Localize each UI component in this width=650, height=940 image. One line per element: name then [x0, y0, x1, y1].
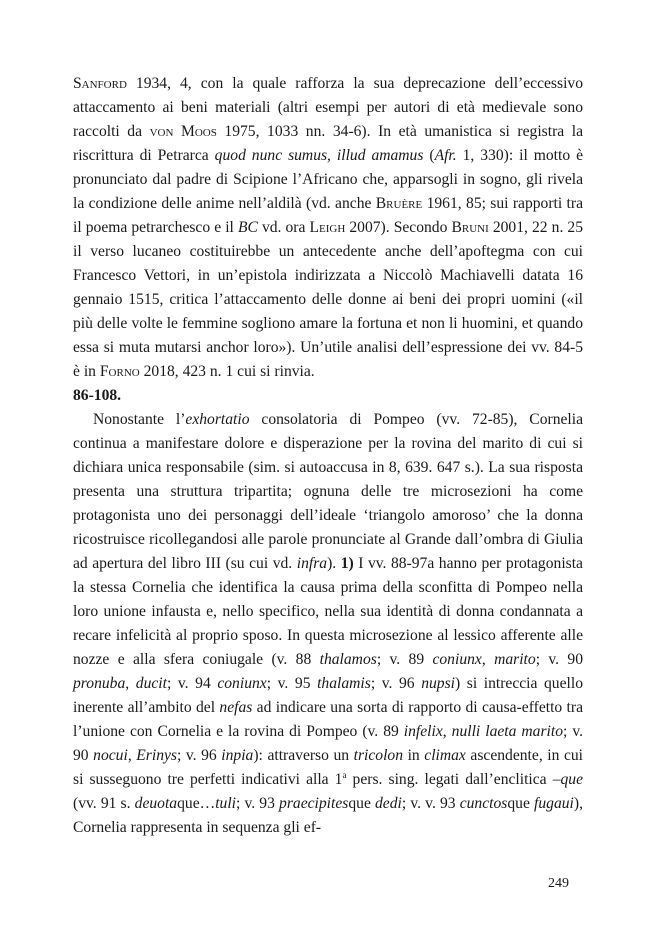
text-span: ; v. 89 — [376, 651, 433, 668]
author-name: Sanford — [73, 75, 127, 92]
text-span: 2007). Secondo — [345, 219, 452, 236]
text-span: que — [348, 795, 375, 812]
italic-span: infelix — [403, 723, 443, 740]
italic-span: coniunx — [432, 651, 482, 668]
italic-span: exhortatio — [185, 411, 250, 428]
text-span: , — [125, 675, 136, 692]
text-span: 1, 330): il motto è pronunciato dal padre di Scipione l’Africano che, apparsogli in sogno, gli rivela la condizione delle anime nell’aldilà (vd. anche — [73, 147, 583, 212]
text-span: ; v. 93 — [236, 795, 280, 812]
text-span: ), Cornelia rappresenta in sequenza gli ef- — [73, 795, 583, 836]
text-span: ; v. 96 — [370, 675, 422, 692]
italic-span: cunctos — [459, 795, 508, 812]
page-body — [73, 72, 583, 840]
text-span: 1975, 1033 nn. 34-6). In età umanistica si registra la riscrittura di Petrarca — [73, 123, 583, 164]
author-name: Bruni — [451, 219, 489, 236]
text-span: ; v. 90 — [73, 723, 584, 764]
text-span: 1961, 85; sui rapporti tra il poema petrarchesco e il — [73, 195, 583, 236]
text-span: ascendente, in cui si susseguono tre perfetti indicativi alla 1 — [73, 747, 584, 788]
text-span: ) si intreccia quello inerente all’ambito del — [73, 675, 583, 716]
author-name: von Moos — [149, 123, 217, 140]
author-name: Bruère — [375, 195, 423, 212]
italic-span: marito — [494, 651, 536, 668]
italic-span: ducit — [135, 675, 167, 692]
text-span: consolatoria di Pompeo (vv. 72-85), Cornelia continua a manifestare dolore e disperazione per la rovina del marito di cui si dichiara unica responsabile (sim. si autoaccusa in 8, 639. 647 s.). La sua risposta presenta una struttura tripartita; ognuna delle tre microsezioni ha come protagonista uno dei personaggi dell’ideale ‘triangolo amoroso’ che la donna ricostruisce ricollegandosi alle parole pronunciate al Grande dall’ombra di Giulia ad apertura del libro III (su cui vd. — [73, 411, 583, 572]
text-span: , — [442, 723, 452, 740]
italic-span: climax — [424, 747, 466, 764]
text-span: pers. sing. legati dall’enclitica — [346, 771, 553, 788]
author-name: Leigh — [309, 219, 346, 236]
italic-span: thalamos — [319, 651, 377, 668]
italic-span: deuota — [134, 795, 178, 812]
text-span: ): attraverso un — [253, 747, 354, 764]
italic-span: fugaui — [534, 795, 574, 812]
text-span: 2001, 22 n. 25 il verso lucaneo costituirebbe un antecedente anche dell’apoftegma con cui Francesco Vettori, in un’epistola indirizzata a Niccolò Machiavelli datata 16 gennaio 1515, critica l’attaccamento delle donne ai beni dei propri uomini («il più delle volte le femmine sogliono amare la fortuna et non li huomini, et quando essa si muta mutarsi anchor loro»). Un’utile analisi dell’espressione dei vv. 84-5 è in — [73, 219, 583, 380]
italic-span: thalamis — [317, 675, 371, 692]
text-span: ad indicare una sorta di rapporto di causa-effetto tra l’unione con Cornelia e la rovina di Pompeo (v. 89 — [73, 699, 583, 740]
italic-span: inpia — [221, 747, 254, 764]
text-span: ; v. 94 — [166, 675, 218, 692]
text-span: 2018, 423 n. 1 cui si rinvia. — [139, 363, 315, 380]
italic-span: nulli laeta marito — [451, 723, 563, 740]
text-span: I vv. 88-97a hanno per protagonista la stessa Cornelia che identifica la causa prima della sconfitta di Pompeo nella loro unione infausta e, nello specifico, nella sua identità di donna condannata a recare infelicità al proprio sposo. In questa microsezione al lessico afferente alle nozze e alla sfera coniugale (v. 88 — [73, 555, 583, 668]
paragraph-commentary — [73, 408, 583, 840]
italic-span: quod nunc sumus, illud amamus — [214, 147, 424, 164]
text-span: ( — [423, 147, 435, 164]
italic-span: nupsi — [421, 675, 455, 692]
italic-span: tuli — [215, 795, 237, 812]
text-span: (vv. 91 s. — [73, 795, 135, 812]
text-span: que… — [177, 795, 216, 812]
italic-span: pronuba — [73, 675, 126, 692]
text-span: vd. ora — [257, 219, 310, 236]
section-heading: 86-108. — [73, 387, 122, 404]
italic-span: nocui — [93, 747, 128, 764]
author-name: Forno — [99, 363, 140, 380]
text-span: que — [507, 795, 535, 812]
text-span: ; v. 95 — [266, 675, 318, 692]
paragraph-continuation — [73, 72, 583, 384]
text-span: , — [481, 651, 495, 668]
text-span: ). — [327, 555, 341, 572]
italic-span: nefas — [219, 699, 253, 716]
italic-span: Afr. — [434, 147, 457, 164]
italic-span: tricolon — [353, 747, 404, 764]
italic-span: infra — [296, 555, 328, 572]
text-span: 1934, 4, con la quale rafforza la sua deprecazione dell’eccessivo attaccamento ai beni materiali (altri esempi per autori di età medievale sono raccolti da — [73, 75, 583, 140]
text-span: in — [403, 747, 425, 764]
italic-span: BC — [237, 219, 258, 236]
superscript: a — [342, 770, 347, 780]
text-span: , — [127, 747, 137, 764]
text-span: Nonostante l’ — [93, 411, 186, 428]
bold-span: 1) — [340, 555, 354, 572]
text-span: ; v. 90 — [535, 651, 583, 668]
italic-span: dedi — [375, 795, 402, 812]
text-span: ; v. 96 — [177, 747, 222, 764]
italic-span: –que — [552, 771, 583, 788]
italic-span: praecipites — [279, 795, 349, 812]
text-span: ; v. v. 93 — [401, 795, 460, 812]
italic-span: Erinys — [136, 747, 177, 764]
italic-span: coniunx — [217, 675, 267, 692]
page-number: 249 — [548, 876, 569, 891]
